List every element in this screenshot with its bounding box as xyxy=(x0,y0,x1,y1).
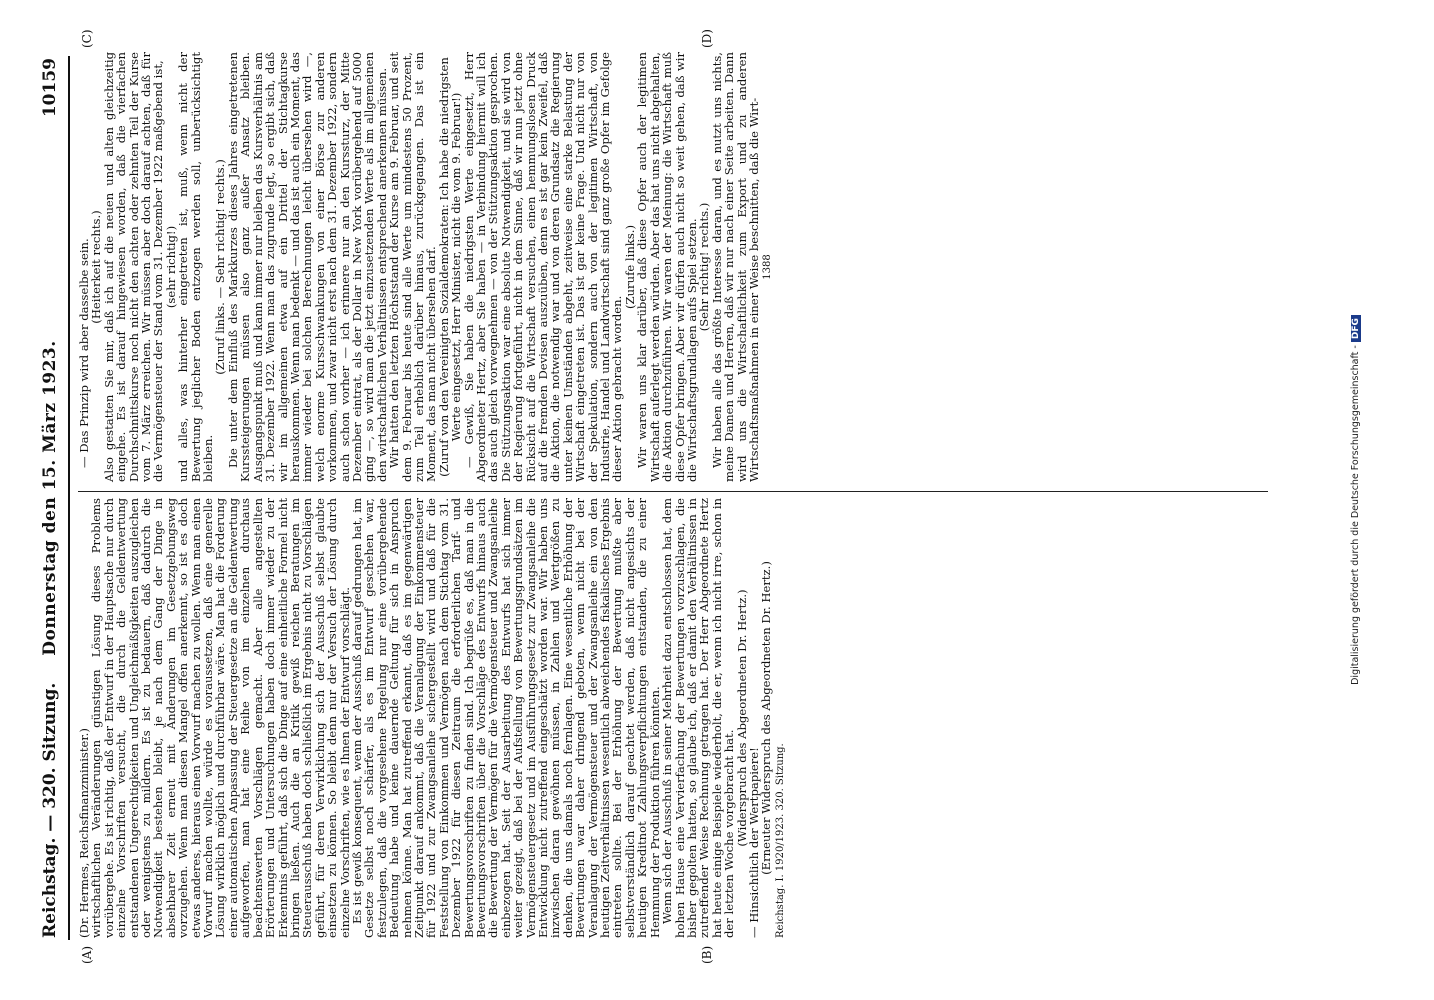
interjection: (Widerspruch des Abgeordneten Dr. Hertz.) xyxy=(734,589,749,847)
page-number: 10159 xyxy=(40,58,60,118)
speaker-line: (Dr. Hermes, Reichsfinanzminister.) xyxy=(77,728,91,938)
interjection: (sehr richtig!) xyxy=(163,225,178,309)
paragraph: Also gestatten Sie mir, daß ich auf die neuen und alten gleichzeitig eingehe. Es ist darauf hingewiesen worden, daß die vierfachen Durchschnittskurse noch nicht den achten oder zehnten Teil der Kurse vom 7. März erreichen. Wir müssen aber doch darauf achten, daß für die Vermögensteuer der Stand vom 31. Dezember 1922 maßgebend ist, xyxy=(101,52,166,482)
column-footer: Reichstag. I. 1920/1923. 320. Sitzung. xyxy=(774,743,786,938)
paragraph: — Das Prinzip wird aber dasselbe sein. xyxy=(77,238,91,468)
paragraph: und alles, was hinterher eingetreten ist, muß, wenn nicht der Bewertung jeglicher Boden entzogen werden soll, unberücksichtigt bleiben. xyxy=(176,52,216,482)
column-divider xyxy=(78,491,1268,492)
interjection: (Zuruf links. — Sehr richtig! rechts.) xyxy=(213,159,228,375)
dfg-logo: DFG xyxy=(1351,315,1361,342)
paragraph: — Hinsichtlich der Wertpapiere! xyxy=(746,747,761,938)
margin-mark-a: (A) xyxy=(80,945,94,964)
column-right xyxy=(78,52,775,482)
paragraph: wirtschaftlichen Veränderungen günstigen Lösung dieses Problems vorübergehe. Es ist richtig, daß der Entwurf in der Hauptsache nur durch einzelne Vorschriften versucht, die durch die Geldentwertung entstandenen Ungerechtigkeiten und Ungleichmäßigkeiten auszugleichen oder wenigstens zu mildern. Es ist zu bedauern, daß dadurch die Notwendigkeit bestehen bleibt, je nach dem Gang der Dinge in absehbarer Zeit erneut mit Änderungen im Gesetzgebungsweg vorzugehen. Wenn man diesen Mangel offen anerkennt, so ist es doch etwas anderes, hieraus einen Vorwurf machen zu wollen. Wenn man einen Vorwurf machen wollte, würde es voraussetzen, daß eine generelle Lösung wirklich möglich und durchführbar wäre. Man hat die Forderung einer automatischen Anpassung der Steuergesetze an die Geldentwertung aufgeworfen, man hat eine Reihe von im einzelnen durchaus beachtenswerten Vorschlägen gemacht. Aber alle angestellten Erörterungen und Untersuchungen haben doch immer wieder zu der Erkenntnis geführt, daß sich die Dinge auf eine einheitliche Formel nicht bringen ließen. Auch die an Kritik gewiß reichen Beratungen im Steuerausschuß haben doch schließlich im Ergebnis nicht zu Vorschlägen geführt, für deren Verwirklichung sich der Ausschuß selbst glaubte einsetzen zu können. So bleibt denn nur der Versuch der Lösung durch einzelne Vorschriften, wie es Ihnen der Entwurf vorschlägt. xyxy=(89,498,352,938)
interjection: (Sehr richtig! rechts.) xyxy=(697,202,712,332)
interjection: (Heiterkeit rechts.) xyxy=(89,210,104,324)
credit-text: Digitalisierung gefördert durch die Deutsche Forschungsgemeinschaft - xyxy=(1350,345,1361,685)
header-date: Donnerstag den 15. März 1923. xyxy=(40,340,60,656)
header-rule xyxy=(68,56,70,940)
paragraph: Wenn sich der Ausschuß in seiner Mehrheit dazu entschlossen hat, dem hohen Hause eine Vervierfachung der Bewertungen vorzuschlagen, die bisher gegolten hatten, so glaube ich, daß er damit den Verhältnissen in zutreffender Weise Rechnung getragen hat. Der Herr Abgeordnete Hertz hat heute einige Beispiele wiederholt, die er, wenn ich nicht irre, schon in der letzten Woche vorgebracht hat. xyxy=(660,498,737,938)
interjection: (Erneuter Widerspruch des Abgeordneten Dr. Hertz.) xyxy=(759,561,774,875)
page-header xyxy=(40,58,66,938)
interjection: (Zuruf von den Vereinigten Sozialdemokraten: Ich habe die niedrigsten Werte eingesetzt, Herr Minister, nicht die vom 9. Februar!) xyxy=(436,57,464,477)
paragraph: Es ist gewiß konsequent, wenn der Ausschuß darauf gedrungen hat, im Gesetze selbst noch schärfer, als es im Entwurf geschehen war, festzulegen, daß die vorgesehene Regelung nur eine vorübergehende Bedeutung habe und keine dauernde Geltung für sich in Anspruch nehmen könne. Man hat zutreffend erkannt, daß es im gegenwärtigen Zeitpunkt darauf ankommt, daß die Veranlagung der Einkommensteuer für 1922 und zur Zwangsanleihe sichergestellt wird und daß für die Feststellung von Einkommen und Vermögen nach dem Stichtag vom 31. Dezember 1922 für diesen Zeitraum die erforderlichen Tarif- und Bewertungsvorschriften zu finden sind. Ich begrüße es, daß man in die Bewertungsvorschriften über die Vorschläge des Entwurfs hinaus auch die Bewertung der Vermögen für die Vermögensteuer und Zwangsanleihe einbezogen hat. Seit der Ausarbeitung des Entwurfs hat sich immer weiter gezeigt, daß bei der Aufstellung von Bewertungsgrundsätzen im Vermögensteuergesetz und im Ausführungsgesetz zur Zwangsanleihe die Entwicklung nicht zutreffend eingeschätzt worden war. Wir haben uns inzwischen daran gewöhnen müssen, in Zahlen und Wertgrößen zu denken, die uns damals noch fernlagen. Eine wesentliche Erhöhung der Bewertungen war daher dringend geboten, wenn nicht bei der Veranlagung der Vermögensteuer und der Zwangsanleihe ein von den heutigen Zeitverhältnissen wesentlich abweichendes fiskalisches Ergebnis eintreten sollte. Bei der Erhöhung der Bewertung mußte aber selbstverständlich darauf geachtet werden, daß nicht angesichts der heutigen Kreditnot Zahlungsverpflichtungen entstanden, die zu einer Hemmung der Produktion führen könnten. xyxy=(349,498,662,938)
margin-mark-b: (B) xyxy=(700,945,714,964)
margin-mark-d: (D) xyxy=(700,29,714,48)
digitization-credit xyxy=(1350,0,1361,1000)
paragraph: Die unter dem Einfluß des Markkurzes dieses Jahres eingetretenen Kurssteigerungen müssen also ganz außer Ansatz bleiben. Ausgangspunkt muß und kann immer nur bleiben das Kursverhältnis am 31. Dezember 1922. Wenn man das zugrunde legt, so ergibt sich, daß wir im allgemeinen etwa auf ein Drittel der Stichtagkurse herauskommen. Wenn man bedenkt — und das ist auch ein Moment, das immer wieder bei solchen Berechnungen leicht übersehen wird —, welch enorme Kursschwankungen von einer Börse zur anderen vorkommen, und zwar nicht erst nach dem 31. Dezember 1922, sondern auch schon vorher — ich erinnere nur an den Kurssturz, der Mitte Dezember eintrat, als der Dollar in New York vorübergehend auf 5000 ging —, so wird man die jetzt einzusetzenden Werte als im allgemeinen den wirtschaftlichen Verhältnissen entsprechend anerkennen müssen. xyxy=(225,52,389,482)
paragraph: — Gewiß, Sie haben die niedrigsten Werte eingesetzt, Herr Abgeordneter Hertz, aber Sie haben — in Verbindung hiermit will ich das auch gleich vorwegnehmen — von der Stützungsaktion gesprochen. Die Stützungsaktion war eine absolute Notwendigkeit, und sie wird von der Regierung fortgeführt, nicht in dem Sinne, daß wir nun jetzt ohne Rücksicht auf die Wirtschaft versuchen, einen hemmungslosen Druck auf die fremden Devisen auszuüben, denn es ist gar kein Zweifel, daß die Aktion, die notwendig war und von deren Grundsatz die Regierung unter keinen Umständen abgeht, zeitweise eine starke Belastung der Wirtschaft eingetreten ist. Das ist gar keine Frage. Und nicht nur von der Spekulation, sondern auch von der legitimen Wirtschaft, von Industrie, Handel und Landwirtschaft sind ganz große Opfer im Gefolge dieser Aktion gebracht worden. xyxy=(461,52,625,482)
paragraph: Wir waren uns klar darüber, daß diese Opfer auch der legitimen Wirtschaft auferlegt werden würden. Aber das hat uns nicht abgehalten, die Aktion durchzuführen. Wir waren der Meinung: die Wirtschaft muß diese Opfer bringen. Aber wir dürfen auch nicht so weit gehen, daß wir die Wirtschaftsgrundlagen aufs Spiel setzen. xyxy=(635,52,699,482)
margin-mark-c: (C) xyxy=(80,29,94,48)
column-left xyxy=(78,498,787,938)
paragraph: Wir hatten den letzten Höchststand der Kurse am 9. Februar, und seit dem 9. Februar bis heute sind alle Werte um mindestens 50 Prozent, zum Teil erheblich darüber hinaus, zurückgegangen. Das ist ein Moment, das man nicht übersehen darf. xyxy=(387,52,439,482)
paragraph: Wir haben alle das größte Interesse daran, und es nutzt uns nichts, meine Damen und Herren, daß wir nur nach einer Seite arbeiten. Dann wird uns die Wirtschaftlichkeit zum Export und zu anderen Wirtschaftsmaßnahmen in einer Weise beschnitten, daß die Wirt- xyxy=(709,52,761,482)
header-left: Reichstag. — 320. Sitzung. xyxy=(40,682,60,938)
signature-mark: 1388 xyxy=(762,254,774,280)
interjection: (Zurufe links.) xyxy=(622,225,637,309)
